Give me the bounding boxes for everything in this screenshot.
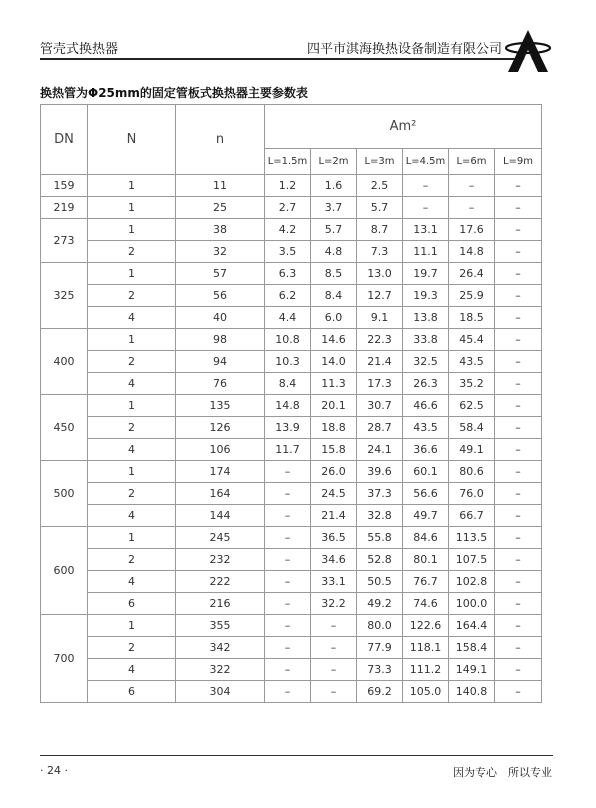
cell-area: 15.8	[311, 439, 357, 461]
cell-area: –	[311, 681, 357, 703]
cell-area: –	[495, 395, 542, 417]
table-body	[41, 175, 542, 703]
cell-area: 17.3	[357, 373, 403, 395]
page-number: · 24 ·	[40, 764, 68, 777]
cell-area: 80.6	[449, 461, 495, 483]
cell-area: –	[495, 615, 542, 637]
cell-area: 32.8	[357, 505, 403, 527]
cell-area: 13.8	[403, 307, 449, 329]
cell-area: –	[495, 505, 542, 527]
table-row	[41, 461, 542, 483]
cell-area: 10.3	[265, 351, 311, 373]
cell-area: 122.6	[403, 615, 449, 637]
cell-area: 56.6	[403, 483, 449, 505]
cell-dn: 500	[41, 461, 88, 527]
cell-dn: 400	[41, 329, 88, 395]
cell-n: 56	[176, 285, 265, 307]
cell-N: 1	[88, 175, 176, 197]
cell-n: 144	[176, 505, 265, 527]
cell-area: 102.8	[449, 571, 495, 593]
cell-n: 94	[176, 351, 265, 373]
table-header	[41, 105, 542, 175]
header-length-5: L=9m	[495, 149, 542, 175]
cell-area: 43.5	[403, 417, 449, 439]
cell-area: 66.7	[449, 505, 495, 527]
cell-n: 106	[176, 439, 265, 461]
cell-area: 62.5	[449, 395, 495, 417]
cell-area: 7.3	[357, 241, 403, 263]
cell-area: 8.7	[357, 219, 403, 241]
cell-area: –	[265, 549, 311, 571]
parameter-table	[40, 104, 542, 703]
cell-area: 5.7	[311, 219, 357, 241]
cell-area: 4.4	[265, 307, 311, 329]
table-row	[41, 681, 542, 703]
cell-N: 1	[88, 461, 176, 483]
cell-dn: 600	[41, 527, 88, 615]
cell-N: 1	[88, 615, 176, 637]
cell-area: 36.5	[311, 527, 357, 549]
cell-area: –	[449, 175, 495, 197]
cell-dn: 700	[41, 615, 88, 703]
header-left-title: 管壳式换热器	[40, 42, 119, 57]
cell-area: 8.4	[265, 373, 311, 395]
cell-area: 158.4	[449, 637, 495, 659]
cell-area: 73.3	[357, 659, 403, 681]
cell-area: –	[495, 483, 542, 505]
cell-dn: 325	[41, 263, 88, 329]
cell-area: 32.2	[311, 593, 357, 615]
table-row	[41, 505, 542, 527]
cell-area: –	[495, 373, 542, 395]
cell-area: 9.1	[357, 307, 403, 329]
table-row	[41, 285, 542, 307]
cell-area: 21.4	[311, 505, 357, 527]
cell-n: 174	[176, 461, 265, 483]
cell-area: –	[495, 527, 542, 549]
cell-area: 5.7	[357, 197, 403, 219]
cell-area: –	[265, 461, 311, 483]
cell-area: 35.2	[449, 373, 495, 395]
cell-area: 74.6	[403, 593, 449, 615]
cell-area: –	[495, 571, 542, 593]
cell-N: 1	[88, 395, 176, 417]
table-row	[41, 241, 542, 263]
cell-N: 1	[88, 263, 176, 285]
cell-area: 140.8	[449, 681, 495, 703]
cell-area: 14.8	[265, 395, 311, 417]
cell-area: 45.4	[449, 329, 495, 351]
table-row	[41, 549, 542, 571]
cell-n: 245	[176, 527, 265, 549]
cell-dn: 450	[41, 395, 88, 461]
table-row	[41, 351, 542, 373]
footer-rule	[40, 755, 553, 756]
cell-area: –	[265, 483, 311, 505]
cell-area: –	[265, 527, 311, 549]
cell-area: –	[265, 505, 311, 527]
cell-area: 76.0	[449, 483, 495, 505]
cell-area: –	[495, 549, 542, 571]
cell-N: 6	[88, 593, 176, 615]
cell-area: 17.6	[449, 219, 495, 241]
cell-n: 232	[176, 549, 265, 571]
cell-area: 13.9	[265, 417, 311, 439]
cell-area: –	[449, 197, 495, 219]
cell-area: 26.3	[403, 373, 449, 395]
cell-area: 43.5	[449, 351, 495, 373]
table-row	[41, 483, 542, 505]
cell-area: 18.5	[449, 307, 495, 329]
cell-area: 33.1	[311, 571, 357, 593]
cell-area: 32.5	[403, 351, 449, 373]
cell-area: –	[311, 659, 357, 681]
table-row	[41, 439, 542, 461]
cell-area: –	[495, 219, 542, 241]
cell-area: 105.0	[403, 681, 449, 703]
cell-area: 36.6	[403, 439, 449, 461]
cell-area: 69.2	[357, 681, 403, 703]
header-dn: DN	[41, 105, 88, 175]
table-row	[41, 329, 542, 351]
cell-area: 111.2	[403, 659, 449, 681]
cell-area: 19.7	[403, 263, 449, 285]
cell-N: 2	[88, 285, 176, 307]
cell-n: 304	[176, 681, 265, 703]
table-row	[41, 659, 542, 681]
cell-N: 4	[88, 439, 176, 461]
cell-N: 2	[88, 549, 176, 571]
cell-area: 118.1	[403, 637, 449, 659]
cell-area: 6.3	[265, 263, 311, 285]
cell-area: 13.0	[357, 263, 403, 285]
cell-N: 4	[88, 571, 176, 593]
cell-area: –	[495, 307, 542, 329]
cell-area: 30.7	[357, 395, 403, 417]
cell-area: –	[495, 351, 542, 373]
table-row	[41, 175, 542, 197]
cell-area: –	[265, 593, 311, 615]
table-row	[41, 197, 542, 219]
cell-area: –	[495, 241, 542, 263]
table-row	[41, 395, 542, 417]
cell-area: 80.0	[357, 615, 403, 637]
cell-area: 18.8	[311, 417, 357, 439]
cell-area: 2.7	[265, 197, 311, 219]
cell-area: 14.8	[449, 241, 495, 263]
table-row	[41, 307, 542, 329]
cell-area: 13.1	[403, 219, 449, 241]
cell-area: 24.1	[357, 439, 403, 461]
table-row	[41, 219, 542, 241]
header-length-3: L=4.5m	[403, 149, 449, 175]
cell-area: 26.4	[449, 263, 495, 285]
cell-area: –	[265, 637, 311, 659]
cell-N: 2	[88, 241, 176, 263]
cell-area: 164.4	[449, 615, 495, 637]
cell-area: 49.1	[449, 439, 495, 461]
cell-area: 55.8	[357, 527, 403, 549]
cell-area: 37.3	[357, 483, 403, 505]
cell-area: 11.7	[265, 439, 311, 461]
cell-area: 39.6	[357, 461, 403, 483]
table-row	[41, 527, 542, 549]
cell-area: –	[311, 615, 357, 637]
cell-N: 1	[88, 197, 176, 219]
cell-area: –	[495, 175, 542, 197]
cell-area: 4.2	[265, 219, 311, 241]
cell-area: 76.7	[403, 571, 449, 593]
cell-n: 164	[176, 483, 265, 505]
cell-N: 4	[88, 373, 176, 395]
cell-area: –	[265, 681, 311, 703]
cell-N: 2	[88, 637, 176, 659]
cell-area: 1.2	[265, 175, 311, 197]
header-length-1: L=2m	[311, 149, 357, 175]
cell-area: 34.6	[311, 549, 357, 571]
cell-area: 149.1	[449, 659, 495, 681]
cell-area: 3.7	[311, 197, 357, 219]
cell-area: 60.1	[403, 461, 449, 483]
cell-dn: 159	[41, 175, 88, 197]
cell-N: 4	[88, 307, 176, 329]
table-row	[41, 593, 542, 615]
header-area: Am²	[265, 105, 542, 149]
cell-area: 6.2	[265, 285, 311, 307]
cell-n: 355	[176, 615, 265, 637]
header-length-4: L=6m	[449, 149, 495, 175]
cell-area: –	[403, 175, 449, 197]
cell-area: 24.5	[311, 483, 357, 505]
cell-N: 1	[88, 219, 176, 241]
cell-n: 57	[176, 263, 265, 285]
cell-area: 25.9	[449, 285, 495, 307]
cell-n: 216	[176, 593, 265, 615]
cell-area: –	[495, 461, 542, 483]
cell-n: 76	[176, 373, 265, 395]
cell-area: 107.5	[449, 549, 495, 571]
cell-area: 19.3	[403, 285, 449, 307]
cell-area: 22.3	[357, 329, 403, 351]
cell-area: –	[495, 263, 542, 285]
cell-N: 2	[88, 483, 176, 505]
cell-N: 1	[88, 527, 176, 549]
table-title: 换热管为Φ25mm的固定管板式换热器主要参数表	[40, 86, 308, 100]
cell-area: 10.8	[265, 329, 311, 351]
header-company-name: 四平市淇海换热设备制造有限公司	[306, 42, 502, 57]
cell-area: 100.0	[449, 593, 495, 615]
footer-slogan: 因为专心 所以专业	[453, 766, 552, 779]
cell-area: –	[495, 593, 542, 615]
table-row	[41, 373, 542, 395]
parameter-table-container	[40, 104, 541, 703]
cell-n: 135	[176, 395, 265, 417]
cell-area: 58.4	[449, 417, 495, 439]
cell-area: –	[495, 439, 542, 461]
cell-area: –	[495, 285, 542, 307]
table-row	[41, 615, 542, 637]
cell-area: 49.7	[403, 505, 449, 527]
cell-area: 2.5	[357, 175, 403, 197]
cell-n: 25	[176, 197, 265, 219]
cell-area: 49.2	[357, 593, 403, 615]
cell-area: 11.3	[311, 373, 357, 395]
cell-N: 1	[88, 329, 176, 351]
cell-N: 4	[88, 659, 176, 681]
cell-area: –	[495, 417, 542, 439]
header-n: n	[176, 105, 265, 175]
cell-n: 222	[176, 571, 265, 593]
cell-area: –	[403, 197, 449, 219]
cell-area: 50.5	[357, 571, 403, 593]
cell-area: 8.4	[311, 285, 357, 307]
cell-n: 98	[176, 329, 265, 351]
cell-area: –	[495, 197, 542, 219]
table-row	[41, 263, 542, 285]
cell-area: 113.5	[449, 527, 495, 549]
header-length-2: L=3m	[357, 149, 403, 175]
cell-n: 38	[176, 219, 265, 241]
cell-area: –	[495, 659, 542, 681]
cell-N: 2	[88, 417, 176, 439]
cell-area: 8.5	[311, 263, 357, 285]
cell-area: –	[495, 329, 542, 351]
cell-area: 33.8	[403, 329, 449, 351]
header-N: N	[88, 105, 176, 175]
cell-N: 2	[88, 351, 176, 373]
table-row	[41, 571, 542, 593]
cell-area: 46.6	[403, 395, 449, 417]
cell-area: 20.1	[311, 395, 357, 417]
company-logo	[503, 26, 553, 76]
table-row	[41, 637, 542, 659]
cell-area: 52.8	[357, 549, 403, 571]
cell-area: 14.0	[311, 351, 357, 373]
cell-N: 4	[88, 505, 176, 527]
cell-area: –	[311, 637, 357, 659]
cell-area: –	[265, 659, 311, 681]
cell-area: 80.1	[403, 549, 449, 571]
cell-area: 28.7	[357, 417, 403, 439]
cell-area: –	[265, 615, 311, 637]
cell-area: 77.9	[357, 637, 403, 659]
cell-area: –	[495, 637, 542, 659]
cell-area: 84.6	[403, 527, 449, 549]
cell-n: 11	[176, 175, 265, 197]
cell-area: 11.1	[403, 241, 449, 263]
cell-area: 14.6	[311, 329, 357, 351]
cell-area: –	[495, 681, 542, 703]
cell-area: 4.8	[311, 241, 357, 263]
cell-area: 12.7	[357, 285, 403, 307]
cell-n: 342	[176, 637, 265, 659]
cell-area: 3.5	[265, 241, 311, 263]
cell-n: 322	[176, 659, 265, 681]
cell-n: 32	[176, 241, 265, 263]
cell-N: 6	[88, 681, 176, 703]
cell-n: 126	[176, 417, 265, 439]
cell-dn: 219	[41, 197, 88, 219]
header-rule	[40, 58, 539, 60]
cell-area: 26.0	[311, 461, 357, 483]
cell-n: 40	[176, 307, 265, 329]
table-row	[41, 417, 542, 439]
cell-area: –	[265, 571, 311, 593]
cell-dn: 273	[41, 219, 88, 263]
cell-area: 6.0	[311, 307, 357, 329]
cell-area: 21.4	[357, 351, 403, 373]
cell-area: 1.6	[311, 175, 357, 197]
header-length-0: L=1.5m	[265, 149, 311, 175]
